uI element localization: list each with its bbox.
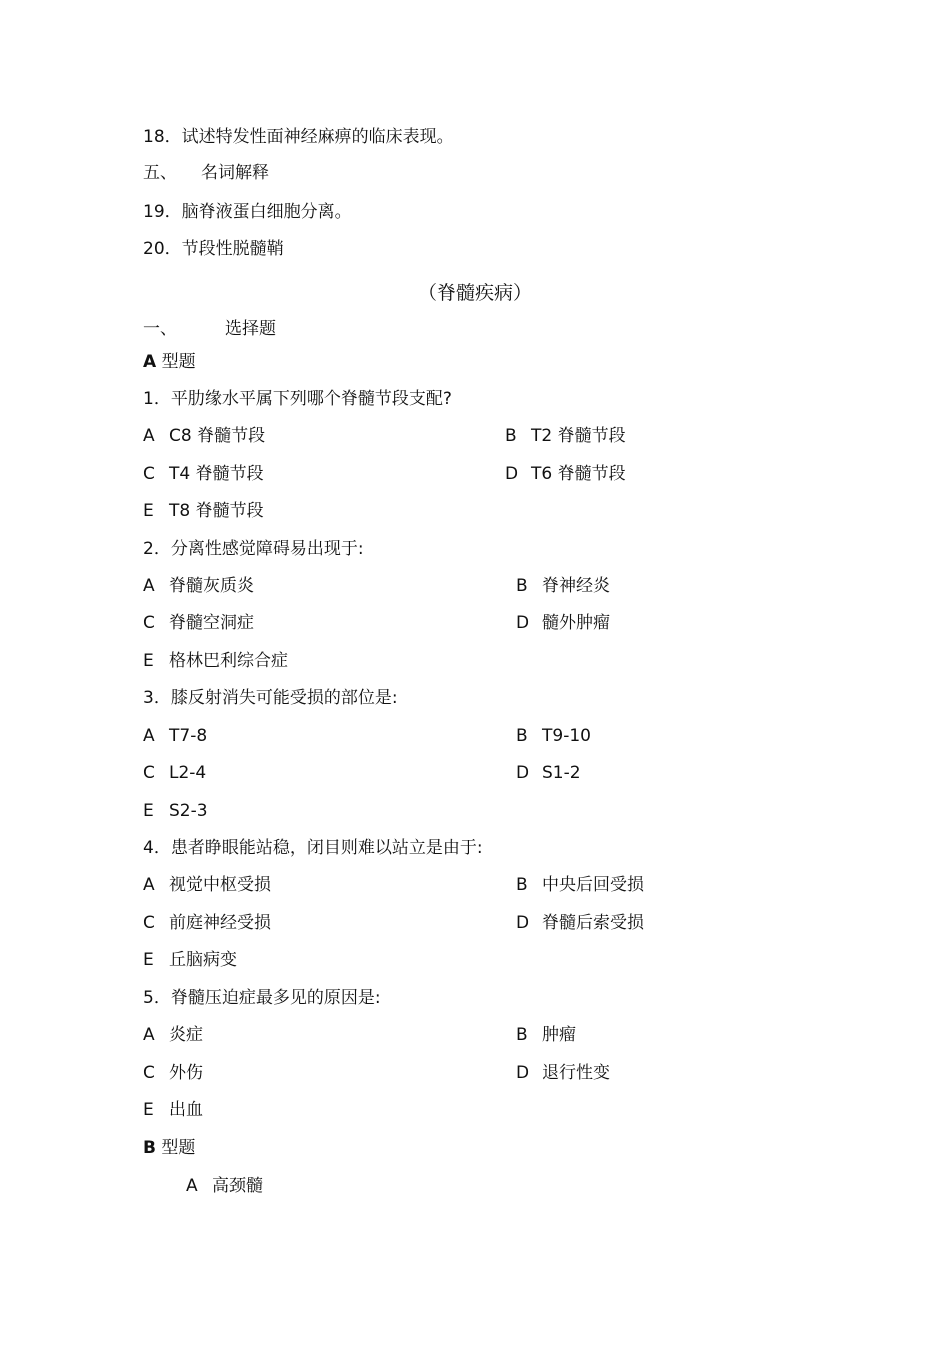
section-label: 名词解释: [201, 163, 269, 183]
option-letter: B: [516, 576, 528, 596]
option-b: [516, 1025, 576, 1045]
option-letter: D: [516, 763, 530, 783]
option-letter: C: [143, 464, 155, 484]
option-text: 脊髓灰质炎: [169, 576, 254, 596]
option-text: 视觉中枢受损: [169, 875, 271, 895]
section-number: 一、: [143, 319, 177, 339]
option-b: [505, 426, 626, 446]
question-18: 18．试述特发性面神经麻痹的临床表现。: [143, 127, 454, 147]
option-c: [143, 763, 206, 783]
option-letter: D: [516, 613, 530, 633]
option-letter: A: [143, 875, 155, 895]
option-text: 肿瘤: [542, 1025, 576, 1045]
option-c: [143, 913, 271, 933]
option-text: T7-8: [169, 726, 208, 746]
option-a: [143, 1025, 203, 1045]
option-a: [143, 726, 207, 746]
option-letter: C: [143, 763, 155, 783]
option-letter: A: [143, 1025, 155, 1045]
option-e: [143, 501, 264, 521]
option-text: 出血: [169, 1100, 203, 1120]
type-a-label: 型题: [161, 352, 196, 372]
option-d: [516, 763, 581, 783]
option-letter: B: [516, 1025, 528, 1045]
option-text: T8 脊髓节段: [169, 501, 264, 521]
option-letter: E: [143, 950, 154, 970]
option-text: L2-4: [169, 763, 207, 783]
type-b-heading: [143, 1138, 195, 1158]
section-heading-1: [143, 319, 276, 339]
chapter-title: （脊髓疾病）: [417, 282, 532, 304]
option-b: [516, 875, 644, 895]
option-letter: C: [143, 1063, 155, 1083]
option-letter: C: [143, 913, 155, 933]
option-a: [143, 875, 271, 895]
section-label: 选择题: [225, 319, 276, 339]
option-text: T6 脊髓节段: [531, 464, 626, 484]
option-letter: D: [516, 1063, 530, 1083]
option-d: [505, 464, 626, 484]
option-letter: E: [143, 651, 154, 671]
option-text: 脊髓空洞症: [169, 613, 254, 633]
option-letter: B: [505, 426, 517, 446]
option-text: 格林巴利综合症: [169, 651, 288, 671]
option-c: [143, 1063, 203, 1083]
option-text: 髓外肿瘤: [542, 613, 610, 633]
type-b-option-a: [186, 1176, 263, 1196]
option-b: [516, 726, 591, 746]
option-letter: C: [143, 613, 155, 633]
option-letter: A: [143, 426, 155, 446]
question-20: 20．节段性脱髓鞘: [143, 239, 284, 259]
option-letter: E: [143, 501, 154, 521]
option-text: 炎症: [169, 1025, 203, 1045]
option-text: 中央后回受损: [542, 875, 644, 895]
option-text: 退行性变: [542, 1063, 610, 1083]
option-letter: A: [186, 1176, 198, 1196]
option-a: [143, 426, 265, 446]
option-text: T2 脊髓节段: [531, 426, 626, 446]
option-text: 脊髓后索受损: [542, 913, 644, 933]
question-stem: 3．膝反射消失可能受损的部位是:: [143, 688, 398, 708]
question-stem: 5．脊髓压迫症最多见的原因是:: [143, 988, 381, 1008]
option-letter: D: [516, 913, 530, 933]
option-d: [516, 1063, 610, 1083]
option-e: [143, 651, 288, 671]
option-text: C8 脊髓节段: [169, 426, 266, 446]
option-letter: E: [143, 801, 154, 821]
type-a-heading: [143, 352, 196, 372]
option-letter: B: [516, 726, 528, 746]
option-text: T4 脊髓节段: [169, 464, 264, 484]
option-text: S2-3: [169, 801, 208, 821]
option-a: [143, 576, 254, 596]
option-letter: A: [143, 726, 155, 746]
option-text: 高颈髓: [212, 1176, 263, 1196]
section-number: 五、: [143, 163, 177, 183]
option-e: [143, 1100, 203, 1120]
option-text: 脊神经炎: [542, 576, 610, 596]
type-b-label: 型题: [161, 1138, 196, 1158]
section-heading-5: [143, 163, 269, 183]
option-d: [516, 613, 610, 633]
question-stem: 1．平肋缘水平属下列哪个脊髓节段支配?: [143, 389, 452, 409]
question-19: 19．脑脊液蛋白细胞分离。: [143, 202, 352, 222]
type-b-letter: B: [143, 1138, 156, 1158]
option-text: T9-10: [542, 726, 591, 746]
option-e: [143, 950, 237, 970]
question-stem: 4．患者睁眼能站稳，闭目则难以站立是由于:: [143, 838, 483, 858]
option-letter: B: [516, 875, 528, 895]
option-letter: A: [143, 576, 155, 596]
option-text: 前庭神经受损: [169, 913, 271, 933]
option-text: 丘脑病变: [169, 950, 237, 970]
option-c: [143, 613, 254, 633]
option-letter: E: [143, 1100, 154, 1120]
option-letter: D: [505, 464, 519, 484]
option-e: [143, 801, 208, 821]
type-a-letter: A: [143, 352, 157, 372]
option-text: S1-2: [542, 763, 581, 783]
option-text: 外伤: [169, 1063, 203, 1083]
option-d: [516, 913, 644, 933]
option-c: [143, 464, 264, 484]
option-b: [516, 576, 610, 596]
question-stem: 2．分离性感觉障碍易出现于:: [143, 539, 364, 559]
